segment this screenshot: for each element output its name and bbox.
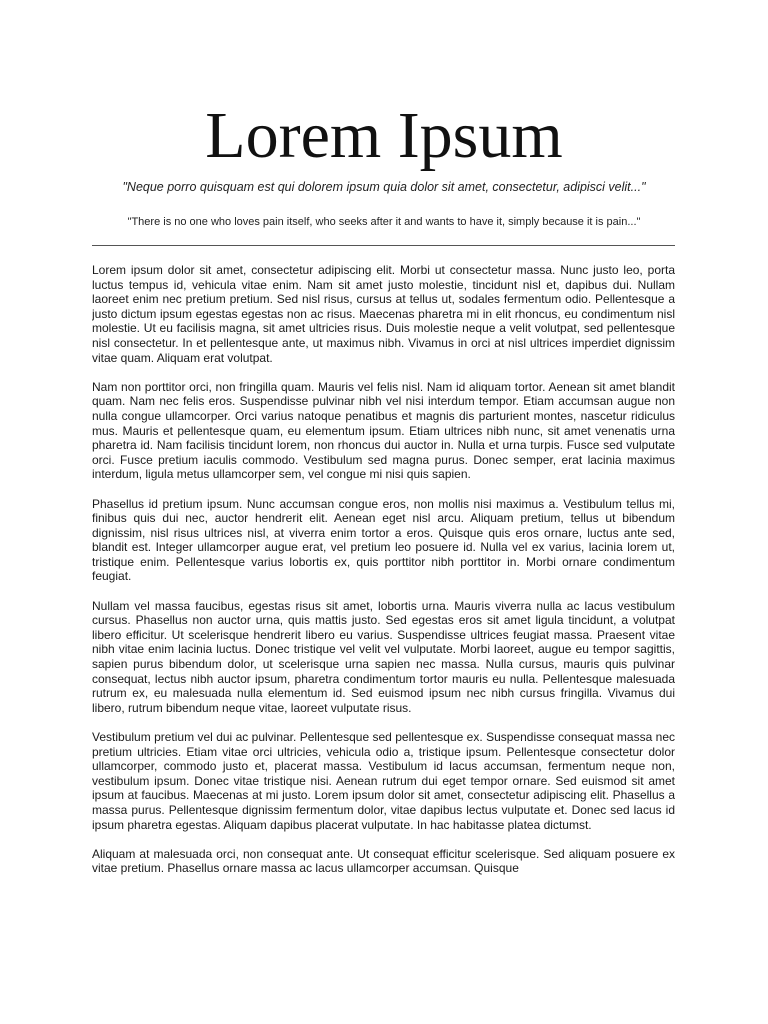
body-text xyxy=(92,263,675,939)
header-divider xyxy=(92,245,675,246)
paragraph: Vestibulum pretium vel dui ac pulvinar. Pellentesque sed pellentesque ex. Suspendisse consequat massa nec pretium ultricies. Etiam vitae orci ultricies, vehicula odio a, tristique ipsum. Pellentesque consectetur dolor ullamcorper, commodo justo et, placerat massa. Vestibulum id lacus accumsan, fermentum neque non, vestibulum ipsum. Donec vitae tristique nisi. Aenean rutrum dui eget tempor ornare. Sed euismod sit amet ipsum at faucibus. Maecenas at mi justo. Lorem ipsum dolor sit amet, consectetur adipiscing elit. Phasellus a massa purus. Pellentesque dignissim fermentum dolor, vitae dapibus lectus vulputate et. Donec sed lacus id ipsum pharetra egestas. Aliquam dapibus placerat vulputate. In hac habitasse platea dictumst. xyxy=(92,730,675,832)
latin-quote: "Neque porro quisquam est qui dolorem ipsum quia dolor sit amet, consectetur, adipisci velit..." xyxy=(122,180,646,194)
paragraph: Nullam vel massa faucibus, egestas risus sit amet, lobortis urna. Mauris viverra nulla ac lacus vestibulum cursus. Phasellus non auctor urna, quis mattis justo. Sed egestas eros sit amet ligula tincidunt, a volutpat libero efficitur. Ut scelerisque hendrerit libero eu varius. Suspendisse ultrices feugiat massa. Praesent vitae nibh vitae enim lacinia luctus. Donec tristique vel velit vel vulputate. Morbi laoreet, augue eu tempor sagittis, sapien purus bibendum dolor, ut scelerisque urna sapien nec massa. Nulla cursus, mauris quis pulvinar consequat, lectus nibh auctor ipsum, pharetra condimentum tortor mauris eu nulla. Pellentesque malesuada rutrum ex, eu malesuada nulla elementum id. Sed euismod ipsum nec nibh cursus fringilla. Vivamus dui libero, rutrum bibendum neque vitae, laoreet vulputate risus. xyxy=(92,598,675,715)
paragraph: Phasellus id pretium ipsum. Nunc accumsan congue eros, non mollis nisi maximus a. Vestibulum tellus mi, finibus quis dui nec, auctor hendrerit elit. Aenean eget nisl arcu. Aliquam pretium, tellus ut bibendum dignissim, nisl risus ultrices nisl, at viverra enim tortor a eros. Quisque quis eros ornare, luctus ante sed, blandit est. Integer ullamcorper augue erat, vel pretium leo posuere id. Nulla vel ex varius, lacinia lorem ut, tristique enim. Pellentesque varius lobortis ex, quis porttitor nibh porttitor in. Morbi ornare condimentum feugiat. xyxy=(92,496,675,584)
paragraph: Lorem ipsum dolor sit amet, consectetur adipiscing elit. Morbi ut consectetur massa. Nunc justo leo, porta luctus tempus id, vehicula vitae enim. Nam sit amet justo molestie, tincidunt nisl et, dapibus dui. Nullam laoreet enim nec pretium pretium. Sed nisl risus, cursus at tellus ut, sodales fermentum odio. Pellentesque a justo dictum ipsum egestas egestas non ac risus. Maecenas pharetra mi in elit rhoncus, eu condimentum nisl molestie. Ut eu facilisis magna, sit amet ultricies risus. Duis molestie neque a velit volutpat, sed pellentesque nisl consectetur. In et pellentesque ante, ut maximus nibh. Vivamus in orci at nisl ultrices imperdiet dignissim vitae quam. Aliquam erat volutpat. xyxy=(92,263,675,365)
paragraph: Aliquam at malesuada orci, non consequat ante. Ut consequat efficitur scelerisque. Sed aliquam posuere ex vitae pretium. Phasellus ornare massa ac lacus ullamcorper accumsan. Quisque xyxy=(92,846,675,876)
english-quote: "There is no one who loves pain itself, who seeks after it and wants to have it, simply because it is pain..." xyxy=(127,216,641,228)
paragraph: Nam non porttitor orci, non fringilla quam. Mauris vel felis nisl. Nam id aliquam tortor. Aenean sit amet blandit quam. Nam nec felis eros. Suspendisse pulvinar nibh vel nisi interdum tempor. Etiam accumsan augue non nulla congue ullamcorper. Orci varius natoque penatibus et magnis dis parturient montes, nascetur ridiculus mus. Mauris et pellentesque quam, eu elementum ipsum. Etiam ultrices nibh nunc, sit amet venenatis urna pharetra id. Nam facilisis tincidunt lorem, non rhoncus dui auctor in. Nulla et urna turpis. Fusce sed vulputate orci. Fusce pretium iaculis commodo. Vestibulum sed magna purus. Donec semper, erat lacinia maximus interdum, ligula metus ullamcorper sem, vel congue mi nisi quis sapien. xyxy=(92,379,675,482)
page-title: Lorem Ipsum xyxy=(205,99,563,172)
